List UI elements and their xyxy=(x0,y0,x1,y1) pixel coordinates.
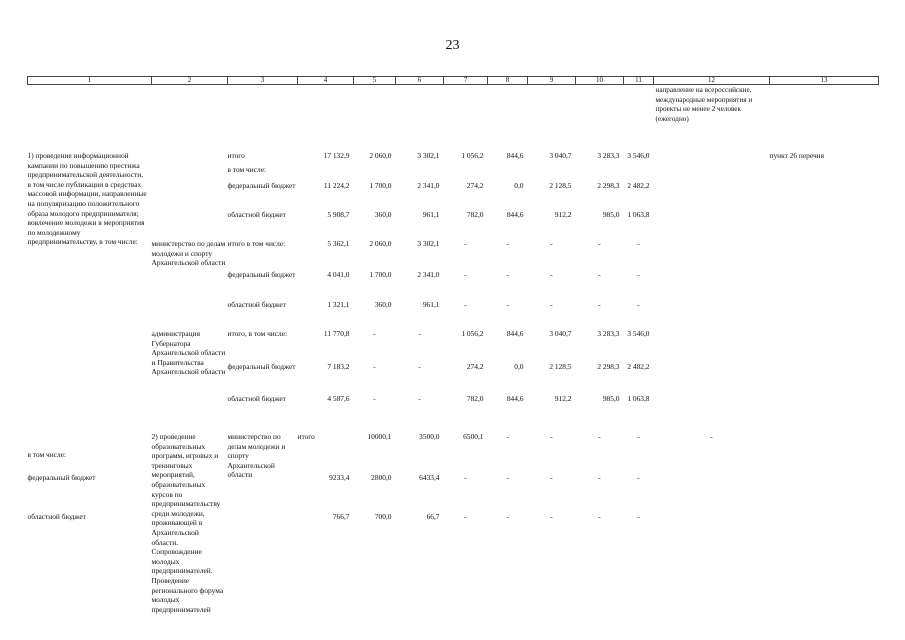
value-cell: 11 770,8 xyxy=(323,329,350,338)
value-cell: 1 700,0 xyxy=(369,270,392,279)
value-cell: - xyxy=(464,270,467,279)
value-cell: 66,7 xyxy=(426,511,440,521)
value-cell: 782,0 xyxy=(466,394,484,403)
value-cell: 3 546,0 xyxy=(627,151,650,160)
column-number: 4 xyxy=(298,77,354,85)
table-row xyxy=(28,151,879,165)
column-number: 10 xyxy=(576,77,624,85)
value-cell: 360,0 xyxy=(374,210,392,219)
value-cell: - xyxy=(506,432,509,441)
value-cell: 912,2 xyxy=(554,210,572,219)
funding-label: федеральный бюджет xyxy=(227,270,296,279)
value-cell: 2 482,2 xyxy=(627,181,650,190)
value-cell: - xyxy=(373,394,376,403)
value-cell: - xyxy=(418,394,421,403)
value-cell: - xyxy=(550,300,553,309)
value-cell: 17 132,9 xyxy=(323,151,350,160)
column-number: 2 xyxy=(152,77,228,85)
value-cell: - xyxy=(464,300,467,309)
value-cell: - xyxy=(637,432,640,441)
value-cell: - xyxy=(598,473,601,483)
value-cell: 700,0 xyxy=(374,511,392,521)
value-cell: - xyxy=(418,329,421,338)
funding-label: федеральный бюджет xyxy=(227,181,296,190)
value-cell: 2 341,0 xyxy=(417,270,440,279)
table-row xyxy=(28,239,879,270)
value-cell: - xyxy=(506,473,509,483)
value-cell: 1 056,2 xyxy=(461,151,484,160)
value-cell: 766,7 xyxy=(332,511,350,521)
reference-note: пункт 26 перечня xyxy=(769,151,825,160)
value-cell: 11 224,2 xyxy=(323,181,350,190)
value-cell: 5 908,7 xyxy=(327,210,350,219)
value-cell: 1 700,0 xyxy=(369,181,392,190)
value-cell: 0,0 xyxy=(514,181,524,190)
value-cell: 782,0 xyxy=(466,210,484,219)
funding-label: в том числе: xyxy=(227,165,267,174)
value-cell: - xyxy=(598,511,601,521)
value-cell: 985,0 xyxy=(602,210,620,219)
value-cell: 2 060,0 xyxy=(369,239,392,248)
value-cell: - xyxy=(637,300,640,309)
funding-label: областной бюджет xyxy=(227,300,286,309)
value-cell: 4 587,6 xyxy=(327,394,350,403)
value-cell: 2 482,2 xyxy=(627,362,650,371)
value-cell: 961,1 xyxy=(422,210,440,219)
value-cell: - xyxy=(373,329,376,338)
value-cell: 844,6 xyxy=(506,151,524,160)
value-cell: 0,0 xyxy=(514,362,524,371)
column-number: 6 xyxy=(396,77,444,85)
column-number: 9 xyxy=(528,77,576,85)
value-cell: 3 302,1 xyxy=(417,151,440,160)
value-cell: 3 283,3 xyxy=(597,151,620,160)
value-cell: - xyxy=(637,270,640,279)
column-number-row xyxy=(28,77,879,85)
executor: администрация Губернатора Архангельской области и Правительства Архангельской области xyxy=(151,329,226,377)
value-cell: 844,6 xyxy=(506,329,524,338)
value-cell: - xyxy=(637,473,640,483)
value-cell: 9233,4 xyxy=(329,473,350,483)
value-cell: 2 298,3 xyxy=(597,181,620,190)
page-number: 23 xyxy=(445,38,460,53)
column-number: 3 xyxy=(228,77,298,85)
value-cell: 10000,1 xyxy=(367,432,392,441)
value-cell: 274,2 xyxy=(466,362,484,371)
value-cell: 360,0 xyxy=(374,300,392,309)
value-cell: 2 128,5 xyxy=(549,362,572,371)
value-cell: 1 321,1 xyxy=(327,300,350,309)
funding-label: областной бюджет xyxy=(227,394,286,403)
carryover-note: направление на всероссийские, международные мероприятия и проекты не менее 2 человек (ежегодно) xyxy=(655,86,753,123)
value-cell: 2 298,3 xyxy=(597,362,620,371)
value-cell: 2800,0 xyxy=(371,473,392,483)
value-cell: - xyxy=(464,239,467,248)
value-cell: 6500,1 xyxy=(463,432,484,441)
value-cell: - xyxy=(506,511,509,521)
value-cell: 1 056,2 xyxy=(461,329,484,338)
executor: министерство по делам молодежи и спорту Архангельской области xyxy=(227,432,286,480)
column-number: 7 xyxy=(444,77,488,85)
value-cell: - xyxy=(637,239,640,248)
column-number: 8 xyxy=(488,77,528,85)
value-cell: - xyxy=(710,432,713,441)
value-cell: - xyxy=(418,362,421,371)
budget-table xyxy=(27,76,879,614)
column-number: 1 xyxy=(28,77,152,85)
value-cell: 3 040,7 xyxy=(549,329,572,338)
value-cell: 274,2 xyxy=(466,181,484,190)
funding-label: итого в том числе: xyxy=(227,239,286,248)
value-cell: 985,0 xyxy=(602,394,620,403)
value-cell: - xyxy=(550,270,553,279)
value-cell: 2 060,0 xyxy=(369,151,392,160)
value-cell: - xyxy=(598,300,601,309)
value-cell: 6433,4 xyxy=(419,473,440,483)
value-cell: - xyxy=(464,473,467,483)
table-row xyxy=(28,329,879,362)
executor: министерство по делам молодежи и спорту Архангельской области xyxy=(151,239,226,268)
value-cell: - xyxy=(598,432,601,441)
value-cell: - xyxy=(506,300,509,309)
column-number: 11 xyxy=(624,77,654,85)
value-cell: 4 041,0 xyxy=(327,270,350,279)
table-row xyxy=(28,432,879,450)
value-cell: 3 040,7 xyxy=(549,151,572,160)
funding-label: итого xyxy=(297,432,315,441)
value-cell: - xyxy=(506,239,509,248)
funding-label: итого xyxy=(227,151,245,160)
value-cell: 2 128,5 xyxy=(549,181,572,190)
funding-label: областной бюджет xyxy=(27,511,86,521)
funding-label: итого, в том числе: xyxy=(227,329,288,338)
column-number: 5 xyxy=(354,77,396,85)
activity-description: 2) проведение образовательных программ, игровых и тренинговых мероприятий, образовательных курсов по предпринимательству среди молодежи, проживающей в Архангельской области. Сопровождение молодых предпринимателей. Проведение регионального форума молодых предпринимателей xyxy=(151,432,224,614)
value-cell: - xyxy=(550,511,553,521)
value-cell: 844,6 xyxy=(506,394,524,403)
funding-label: федеральный бюджет xyxy=(27,473,96,483)
value-cell: 961,1 xyxy=(422,300,440,309)
value-cell: - xyxy=(464,511,467,521)
value-cell: - xyxy=(598,239,601,248)
value-cell: 1 063,8 xyxy=(627,394,650,403)
value-cell: 3 283,3 xyxy=(597,329,620,338)
carryover-row xyxy=(28,85,879,152)
value-cell: 3 546,0 xyxy=(627,329,650,338)
column-number: 13 xyxy=(770,77,879,85)
value-cell: - xyxy=(598,270,601,279)
funding-label: в том числе: xyxy=(27,449,67,459)
value-cell: - xyxy=(550,473,553,483)
value-cell: 844,6 xyxy=(506,210,524,219)
column-number: 12 xyxy=(654,77,770,85)
value-cell: 1 063,8 xyxy=(627,210,650,219)
value-cell: - xyxy=(506,270,509,279)
funding-label: федеральный бюджет xyxy=(227,362,296,371)
activity-description: 1) проведение информационной кампании по повышению престижа предпринимательской деятельности, в том числе публикации в средствах массовой информации, направленные на популяризацию положительного образа молодого предпринимателя; вовлечение молодежи в мероприятия по молодежному предпринимательству, в том числе: xyxy=(27,151,147,247)
value-cell: - xyxy=(373,362,376,371)
value-cell: 3 302,1 xyxy=(417,239,440,248)
value-cell: - xyxy=(550,432,553,441)
value-cell: 7 183,2 xyxy=(327,362,350,371)
value-cell: - xyxy=(637,511,640,521)
funding-label: областной бюджет xyxy=(227,210,286,219)
value-cell: - xyxy=(550,239,553,248)
value-cell: 3500,0 xyxy=(419,432,440,441)
value-cell: 912,2 xyxy=(554,394,572,403)
value-cell: 2 341,0 xyxy=(417,181,440,190)
value-cell: 5 362,1 xyxy=(327,239,350,248)
